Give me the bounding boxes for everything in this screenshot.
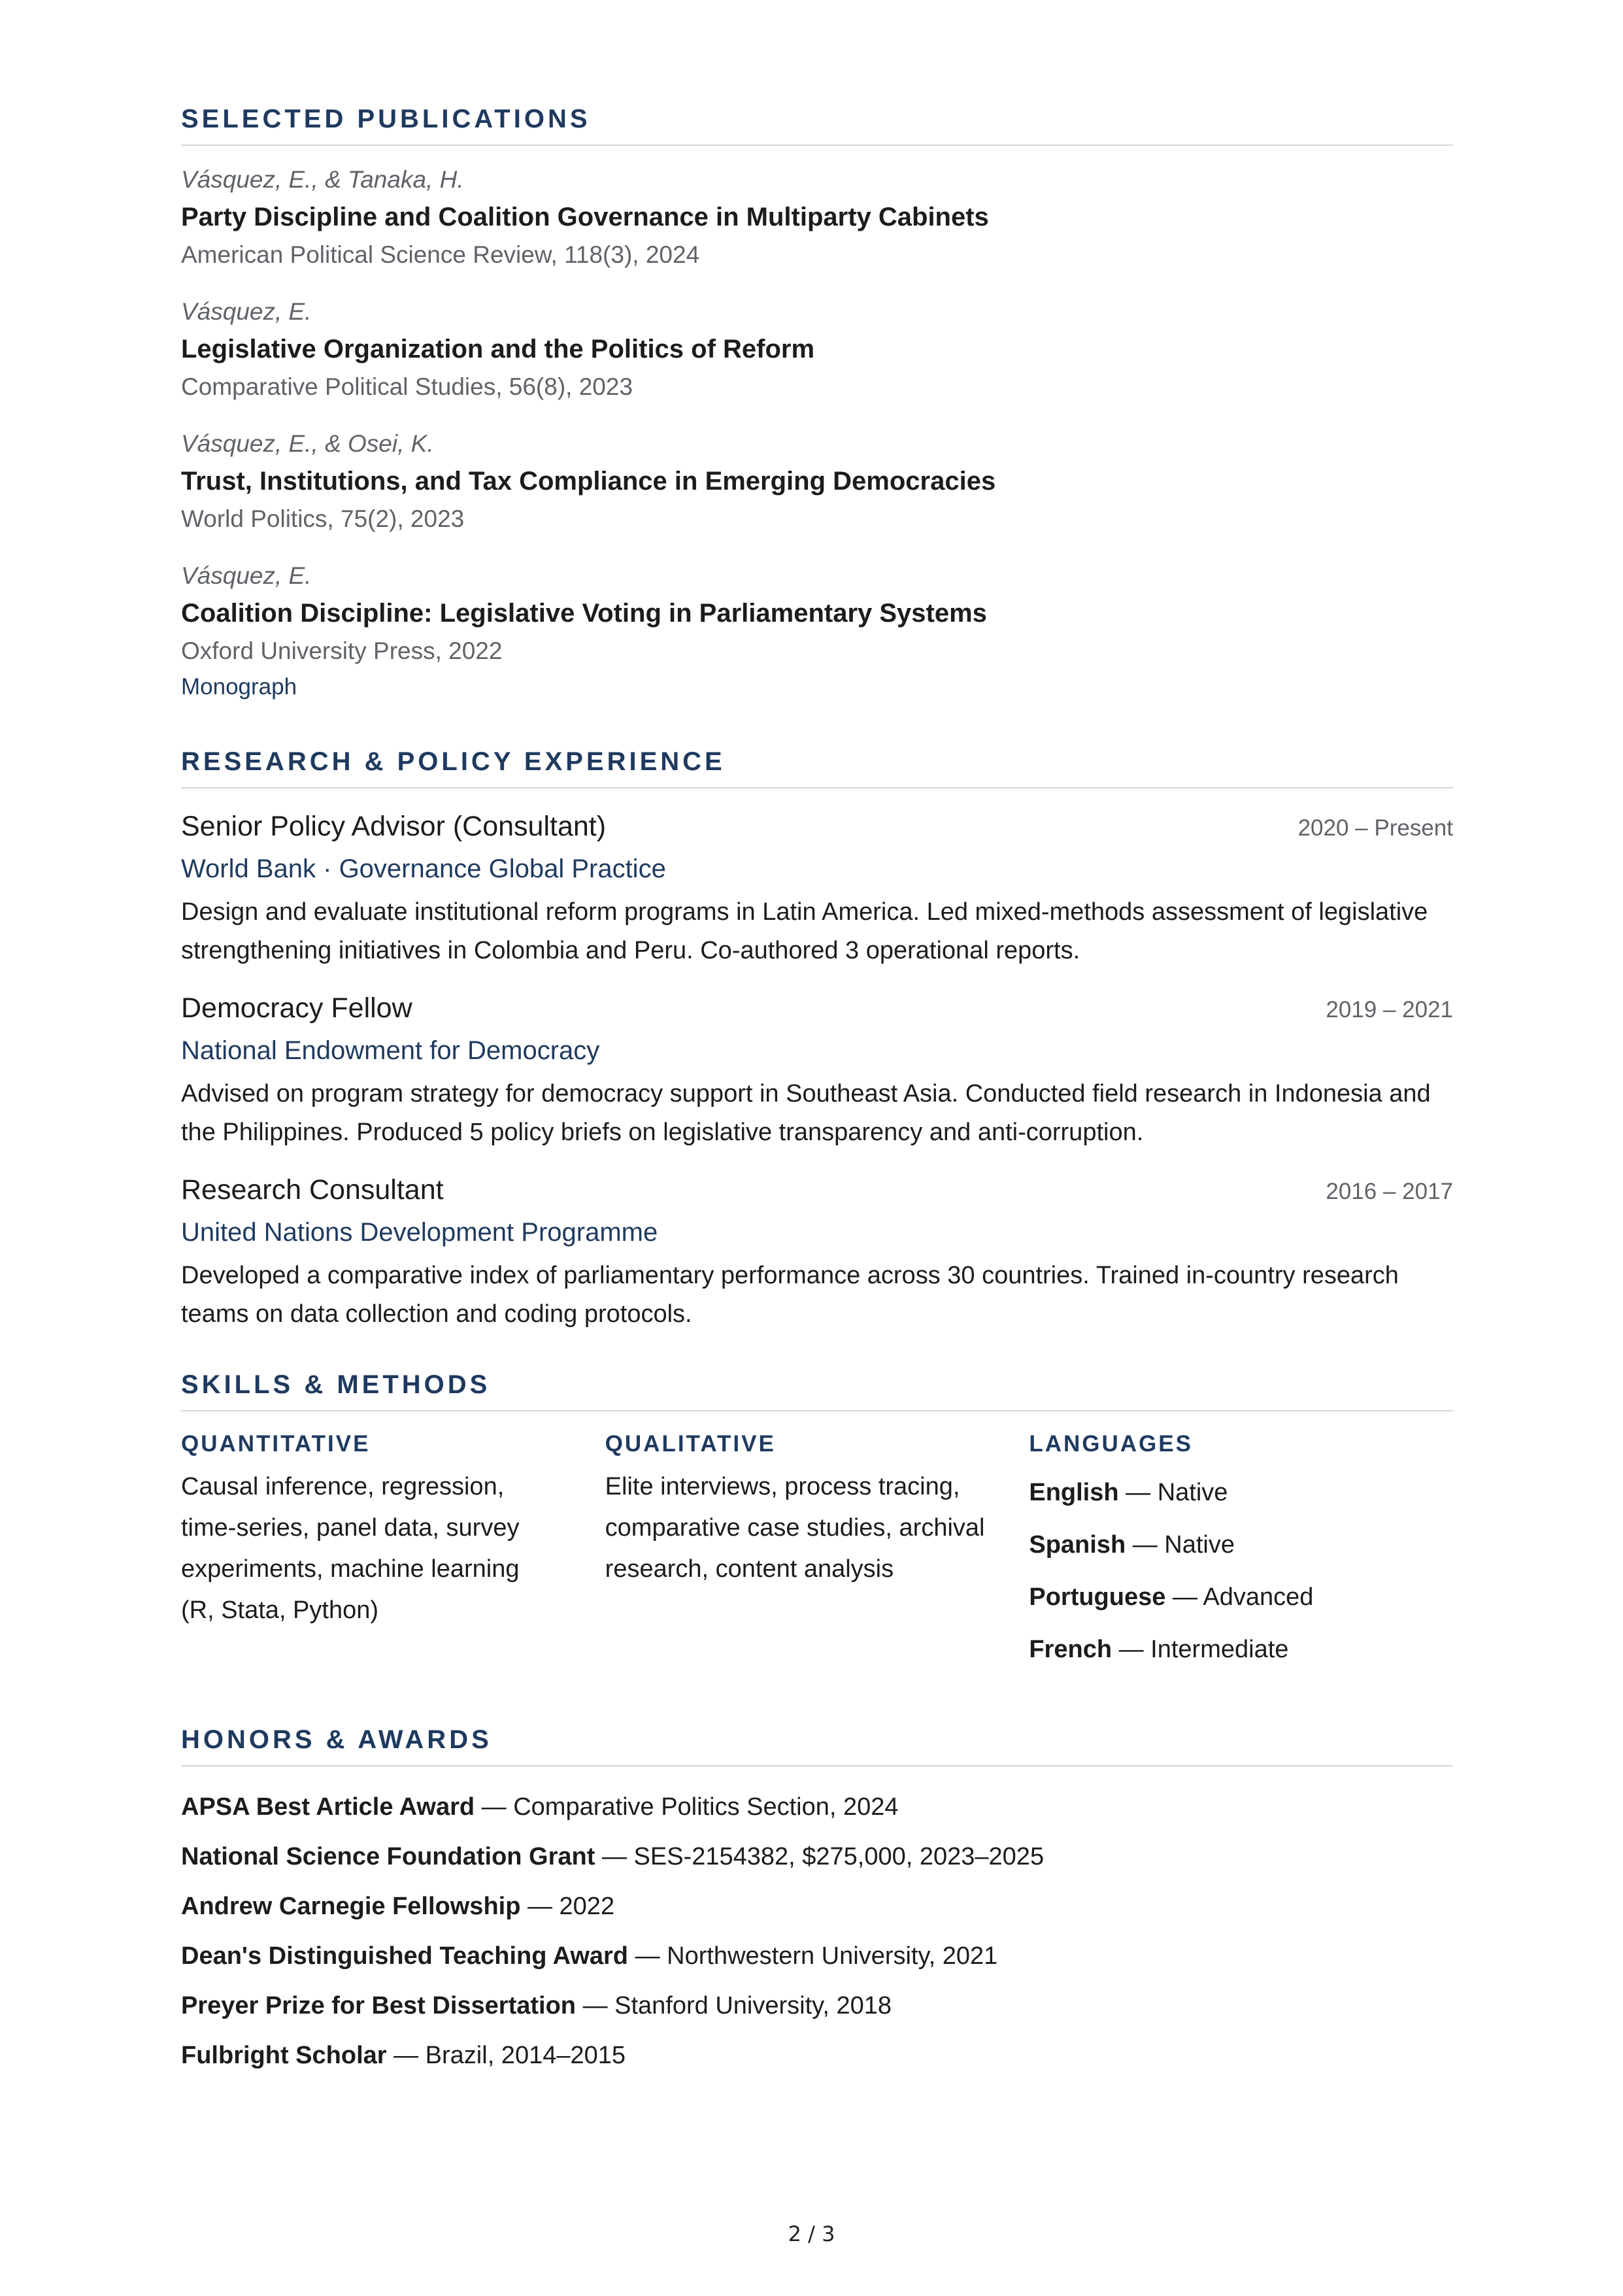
section-title-honors: HONORS & AWARDS (181, 1725, 1453, 1766)
language-level: — Native (1126, 1531, 1235, 1559)
page-number: 2 / 3 (788, 2221, 835, 2246)
experience-header (181, 811, 1453, 843)
skills-column-text: Elite interviews, process tracing, comparative case studies, archival research, content analysis (605, 1473, 985, 1583)
language-item (1029, 1519, 1453, 1571)
experience-item (181, 992, 1453, 1152)
award-detail: — Northwestern University, 2021 (628, 1942, 998, 1970)
publication-type-tag: Monograph (181, 674, 297, 700)
language-name: Portuguese (1029, 1583, 1166, 1611)
award-name: APSA Best Article Award (181, 1793, 475, 1821)
award-item (181, 1882, 1453, 1931)
skills-column-heading: QUALITATIVE (605, 1431, 776, 1457)
language-item (1029, 1623, 1453, 1676)
skills-column-quantitative (181, 1431, 605, 1676)
award-name: Fulbright Scholar (181, 2042, 387, 2069)
publication-item (181, 296, 1453, 403)
publication-authors: Vásquez, E., & Tanaka, H. (181, 166, 464, 193)
publication-authors: Vásquez, E., & Osei, K. (181, 430, 434, 457)
job-description: Design and evaluate institutional reform programs in Latin America. Led mixed-methods assessment of legislative strengthening initiatives in Colombia and Peru. Co-authored 3 operational reports. (181, 898, 1428, 964)
language-level: — Native (1118, 1479, 1228, 1506)
award-name: Preyer Prize for Best Dissertation (181, 1992, 577, 2019)
publication-title: Coalition Discipline: Legislative Voting in Parliamentary Systems (181, 599, 987, 628)
publication-item (181, 428, 1453, 535)
award-item (181, 1782, 1453, 1832)
skills-column-heading: LANGUAGES (1029, 1431, 1193, 1457)
language-level: — Intermediate (1112, 1636, 1289, 1663)
experience-header (181, 1174, 1453, 1206)
experience-section (181, 747, 1453, 1334)
publication-venue: Oxford University Press, 2022 (181, 637, 503, 664)
publication-authors: Vásquez, E. (181, 298, 312, 325)
skills-section (181, 1370, 1453, 1676)
section-title-skills: SKILLS & METHODS (181, 1370, 1453, 1411)
publications-section (181, 105, 1453, 707)
cv-page (181, 105, 1453, 2080)
experience-item (181, 1174, 1453, 1334)
skills-column-heading: QUANTITATIVE (181, 1431, 371, 1457)
job-organization: National Endowment for Democracy (181, 1036, 600, 1065)
skills-column-qualitative (605, 1431, 1029, 1676)
language-item (1029, 1571, 1453, 1623)
job-organization: United Nations Development Programme (181, 1218, 658, 1247)
award-detail: — Stanford University, 2018 (576, 1992, 892, 2019)
awards-list (181, 1782, 1453, 2080)
publication-venue: Comparative Political Studies, 56(8), 2023 (181, 373, 633, 400)
award-name: National Science Foundation Grant (181, 1843, 595, 1870)
award-item (181, 1832, 1453, 1882)
award-detail: — Comparative Politics Section, 2024 (475, 1793, 899, 1821)
job-dates: 2019 – 2021 (1326, 997, 1453, 1022)
section-title-experience: RESEARCH & POLICY EXPERIENCE (181, 747, 1453, 788)
publication-item (181, 560, 1453, 707)
language-name: English (1029, 1479, 1119, 1506)
award-name: Andrew Carnegie Fellowship (181, 1893, 521, 1920)
experience-item (181, 811, 1453, 970)
job-description: Developed a comparative index of parliamentary performance across 30 countries. Trained in-country research teams on data collection and coding protocols. (181, 1262, 1399, 1328)
job-organization: World Bank · Governance Global Practice (181, 854, 666, 883)
publication-title: Legislative Organization and the Politics of Reform (181, 335, 815, 363)
award-name: Dean's Distinguished Teaching Award (181, 1942, 629, 1970)
publication-authors: Vásquez, E. (181, 562, 312, 589)
award-item (181, 1931, 1453, 1981)
experience-header (181, 992, 1453, 1024)
honors-section (181, 1725, 1453, 2080)
job-description: Advised on program strategy for democracy support in Southeast Asia. Conducted field research in Indonesia and the Philippines. Produced 5 policy briefs on legislative transparency and anti-corruption. (181, 1080, 1431, 1146)
publication-title: Trust, Institutions, and Tax Compliance in Emerging Democracies (181, 467, 996, 496)
language-level: — Advanced (1165, 1583, 1314, 1611)
publication-venue: World Politics, 75(2), 2023 (181, 505, 465, 532)
award-item (181, 1981, 1453, 2031)
publication-title: Party Discipline and Coalition Governance in Multiparty Cabinets (181, 203, 989, 231)
language-name: French (1029, 1636, 1113, 1663)
skills-grid (181, 1431, 1453, 1676)
job-dates: 2020 – Present (1297, 815, 1453, 841)
award-detail: — 2022 (520, 1893, 615, 1920)
section-title-publications: SELECTED PUBLICATIONS (181, 105, 1453, 146)
job-title: Senior Policy Advisor (Consultant) (181, 811, 607, 842)
job-title: Research Consultant (181, 1174, 444, 1206)
award-detail: — SES-2154382, $275,000, 2023–2025 (595, 1843, 1045, 1870)
skills-column-text: Causal inference, regression, time-series, panel data, survey experiments, machine learning (R, Stata, Python) (181, 1473, 520, 1624)
award-detail: — Brazil, 2014–2015 (386, 2042, 626, 2069)
publication-list (181, 164, 1453, 707)
publication-item (181, 164, 1453, 271)
job-dates: 2016 – 2017 (1326, 1179, 1453, 1204)
language-item (1029, 1466, 1453, 1519)
job-title: Democracy Fellow (181, 992, 412, 1024)
language-name: Spanish (1029, 1531, 1126, 1559)
publication-venue: American Political Science Review, 118(3), 2024 (181, 241, 700, 268)
skills-column-languages (1029, 1431, 1453, 1676)
award-item (181, 2031, 1453, 2080)
